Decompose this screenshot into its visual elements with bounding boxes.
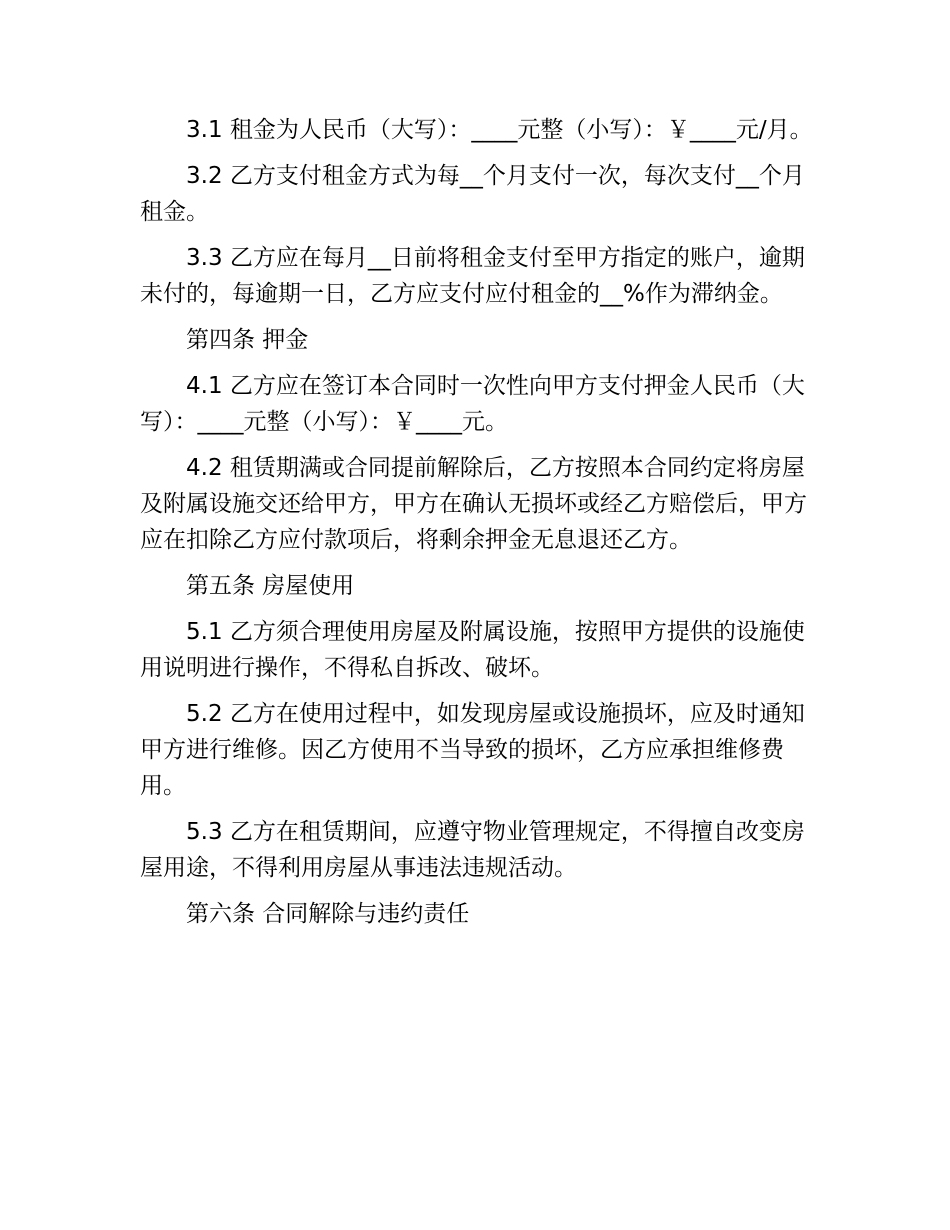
clause-4-1: 4.1 乙方应在签订本合同时一次性向甲方支付押金人民币（大写）：____元整（小写）：￥____元。 (140, 373, 805, 435)
article-5-heading: 第五条 房屋使用 (186, 573, 355, 599)
clause-4-2: 4.2 租赁期满或合同提前解除后，乙方按照本合同约定将房屋及附属设施交还给甲方，甲方在确认无损坏或经乙方赔偿后，甲方应在扣除乙方应付款项后，将剩余押金无息退还乙方。 (140, 455, 807, 553)
clause-5-1: 5.1 乙方须合理使用房屋及附属设施，按照甲方提供的设施使用说明进行操作，不得私自拆改、破坏。 (140, 619, 805, 681)
clause-5-3: 5.3 乙方在租赁期间，应遵守物业管理规定，不得擅自改变房屋用途，不得利用房屋从事违法违规活动。 (140, 819, 805, 881)
article-6-heading: 第六条 合同解除与违约责任 (186, 901, 470, 927)
article-4-heading: 第四条 押金 (186, 327, 309, 353)
clause-5-2: 5.2 乙方在使用过程中，如发现房屋或设施损坏，应及时通知甲方进行维修。因乙方使用不当导致的损坏，乙方应承担维修费用。 (140, 701, 805, 799)
clause-3-1: 3.1 租金为人民币（大写）：____元整（小写）：￥____元/月。 (186, 117, 813, 143)
document-body (140, 112, 820, 942)
clause-3-3: 3.3 乙方应在每月__日前将租金支付至甲方指定的账户，逾期未付的，每逾期一日，乙方应支付应付租金的__%作为滞纳金。 (140, 245, 805, 307)
clause-3-2: 3.2 乙方支付租金方式为每__个月支付一次，每次支付__个月租金。 (140, 163, 805, 225)
